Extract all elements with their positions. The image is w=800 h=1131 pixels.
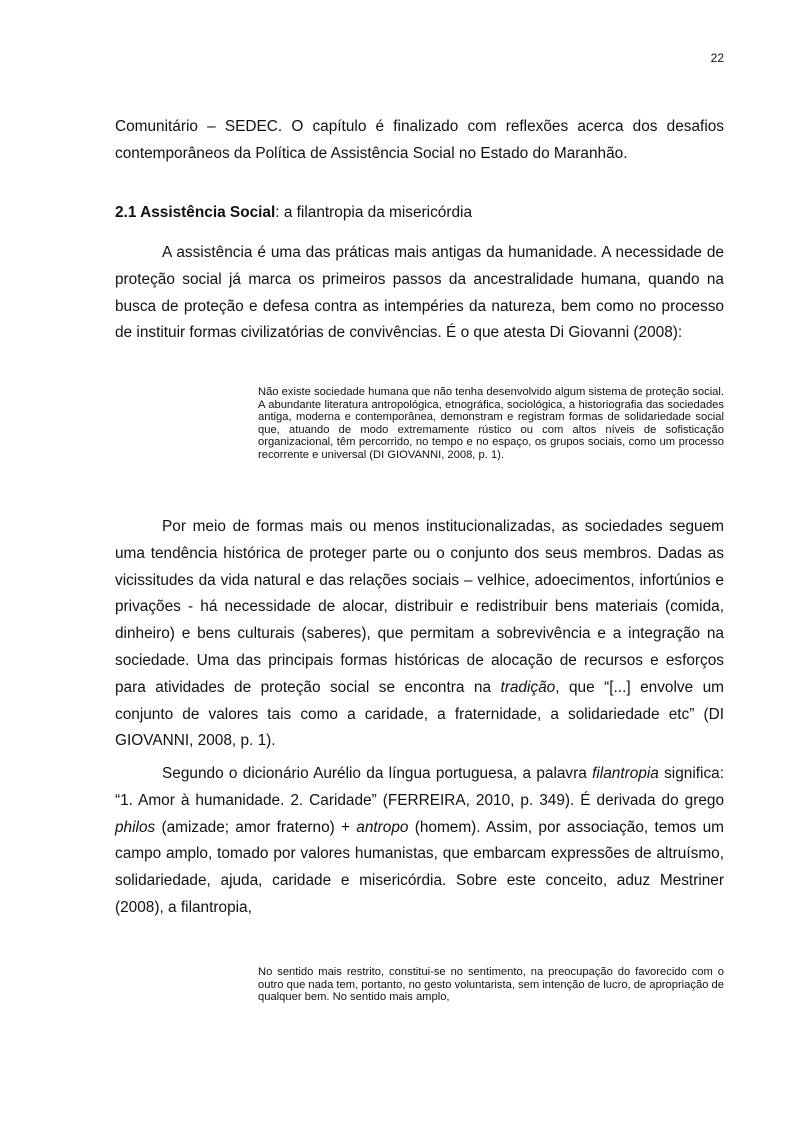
paragraph-3-italic-filantropia: filantropia — [592, 765, 659, 782]
paragraph-3-italic-philos: philos — [115, 818, 156, 836]
page-number: 22 — [710, 51, 724, 65]
paragraph-3-text-d: (homem). Assim, por associação, temos um campo amplo, tomado por valores humanistas, que embarcam expressões de altruísmo, solidariedade, ajuda, caridade e misericórdia. Sobre este conceito, aduz Mestriner (2008), a filantropia, — [115, 818, 724, 916]
section-heading-bold: 2.1 Assistência Social — [115, 204, 276, 221]
paragraph-3-italic-antropo: antropo — [356, 818, 409, 836]
section-heading — [115, 200, 472, 227]
block-quote-1: Não existe sociedade humana que não tenha desenvolvido algum sistema de proteção social. A abundante literatura antropológica, etnográfica, sociológica, a historiografia das sociedades antiga, moderna e contemporânea, demonstram e registram formas de solidariedade social que, atuando de modo extremamente rústico ou com altos níveis de sofisticação organizacional, têm percorrido, no tempo e no espaço, os grupos sociais, como um processo recorrente e universal (DI GIOVANNI, 2008, p. 1). — [258, 386, 724, 461]
paragraph-3 — [115, 761, 724, 922]
paragraph-3-text-a: Segundo o dicionário Aurélio da língua portuguesa, a palavra — [162, 765, 593, 782]
paragraph-3-text-b: significa: “1. Amor à humanidade. 2. Caridade” (FERREIRA, 2010, p. 349). É derivada do grego — [115, 765, 724, 809]
paragraph-2-text-b: , que “[...] envolve um conjunto de valores tais como a caridade, a fraternidade, a solidariedade etc” (DI GIOVANNI, 2008, p. 1). — [115, 678, 724, 750]
paragraph-1: A assistência é uma das práticas mais antigas da humanidade. A necessidade de proteção social já marca os primeiros passos da ancestralidade humana, quando na busca de proteção e defesa contra as intempéries da natureza, bem como no processo de instituir formas civilizatórias de convivências. É o que atesta Di Giovanni (2008): — [115, 244, 724, 342]
block-quote-2: No sentido mais restrito, constitui-se no sentimento, na preocupação do favorecido com o outro que nada tem, portanto, no gesto voluntarista, sem intenção de lucro, de apropriação de qualquer bem. No sentido mais amplo, — [258, 966, 724, 1004]
section-heading-rest: : a filantropia da misericórdia — [275, 204, 473, 221]
paragraph-2 — [115, 514, 724, 755]
paragraph-3-text-c: (amizade; amor fraterno) + — [155, 818, 357, 836]
paragraph-2-italic: tradição — [500, 678, 556, 696]
paragraph-intro-end: Comunitário – SEDEC. O capítulo é finalizado com reflexões acerca dos desafios contemporâneos da Política de Assistência Social no Estado do Maranhão. — [115, 118, 724, 162]
paragraph-2-text-a: Por meio de formas mais ou menos institucionalizadas, as sociedades seguem uma tendência histórica de proteger parte ou o conjunto dos seus membros. Dadas as vicissitudes da vida natural e das relações sociais – velhice, adoecimentos, infortúnios e privações - há necessidade de alocar, distribuir e redistribuir bens materiais (comida, dinheiro) e bens culturais (saberes), que permitam a sobrevivência e a integração na sociedade. Uma das principais formas históricas de alocação de recursos e esforços para atividades de proteção social se encontra na — [115, 518, 724, 696]
